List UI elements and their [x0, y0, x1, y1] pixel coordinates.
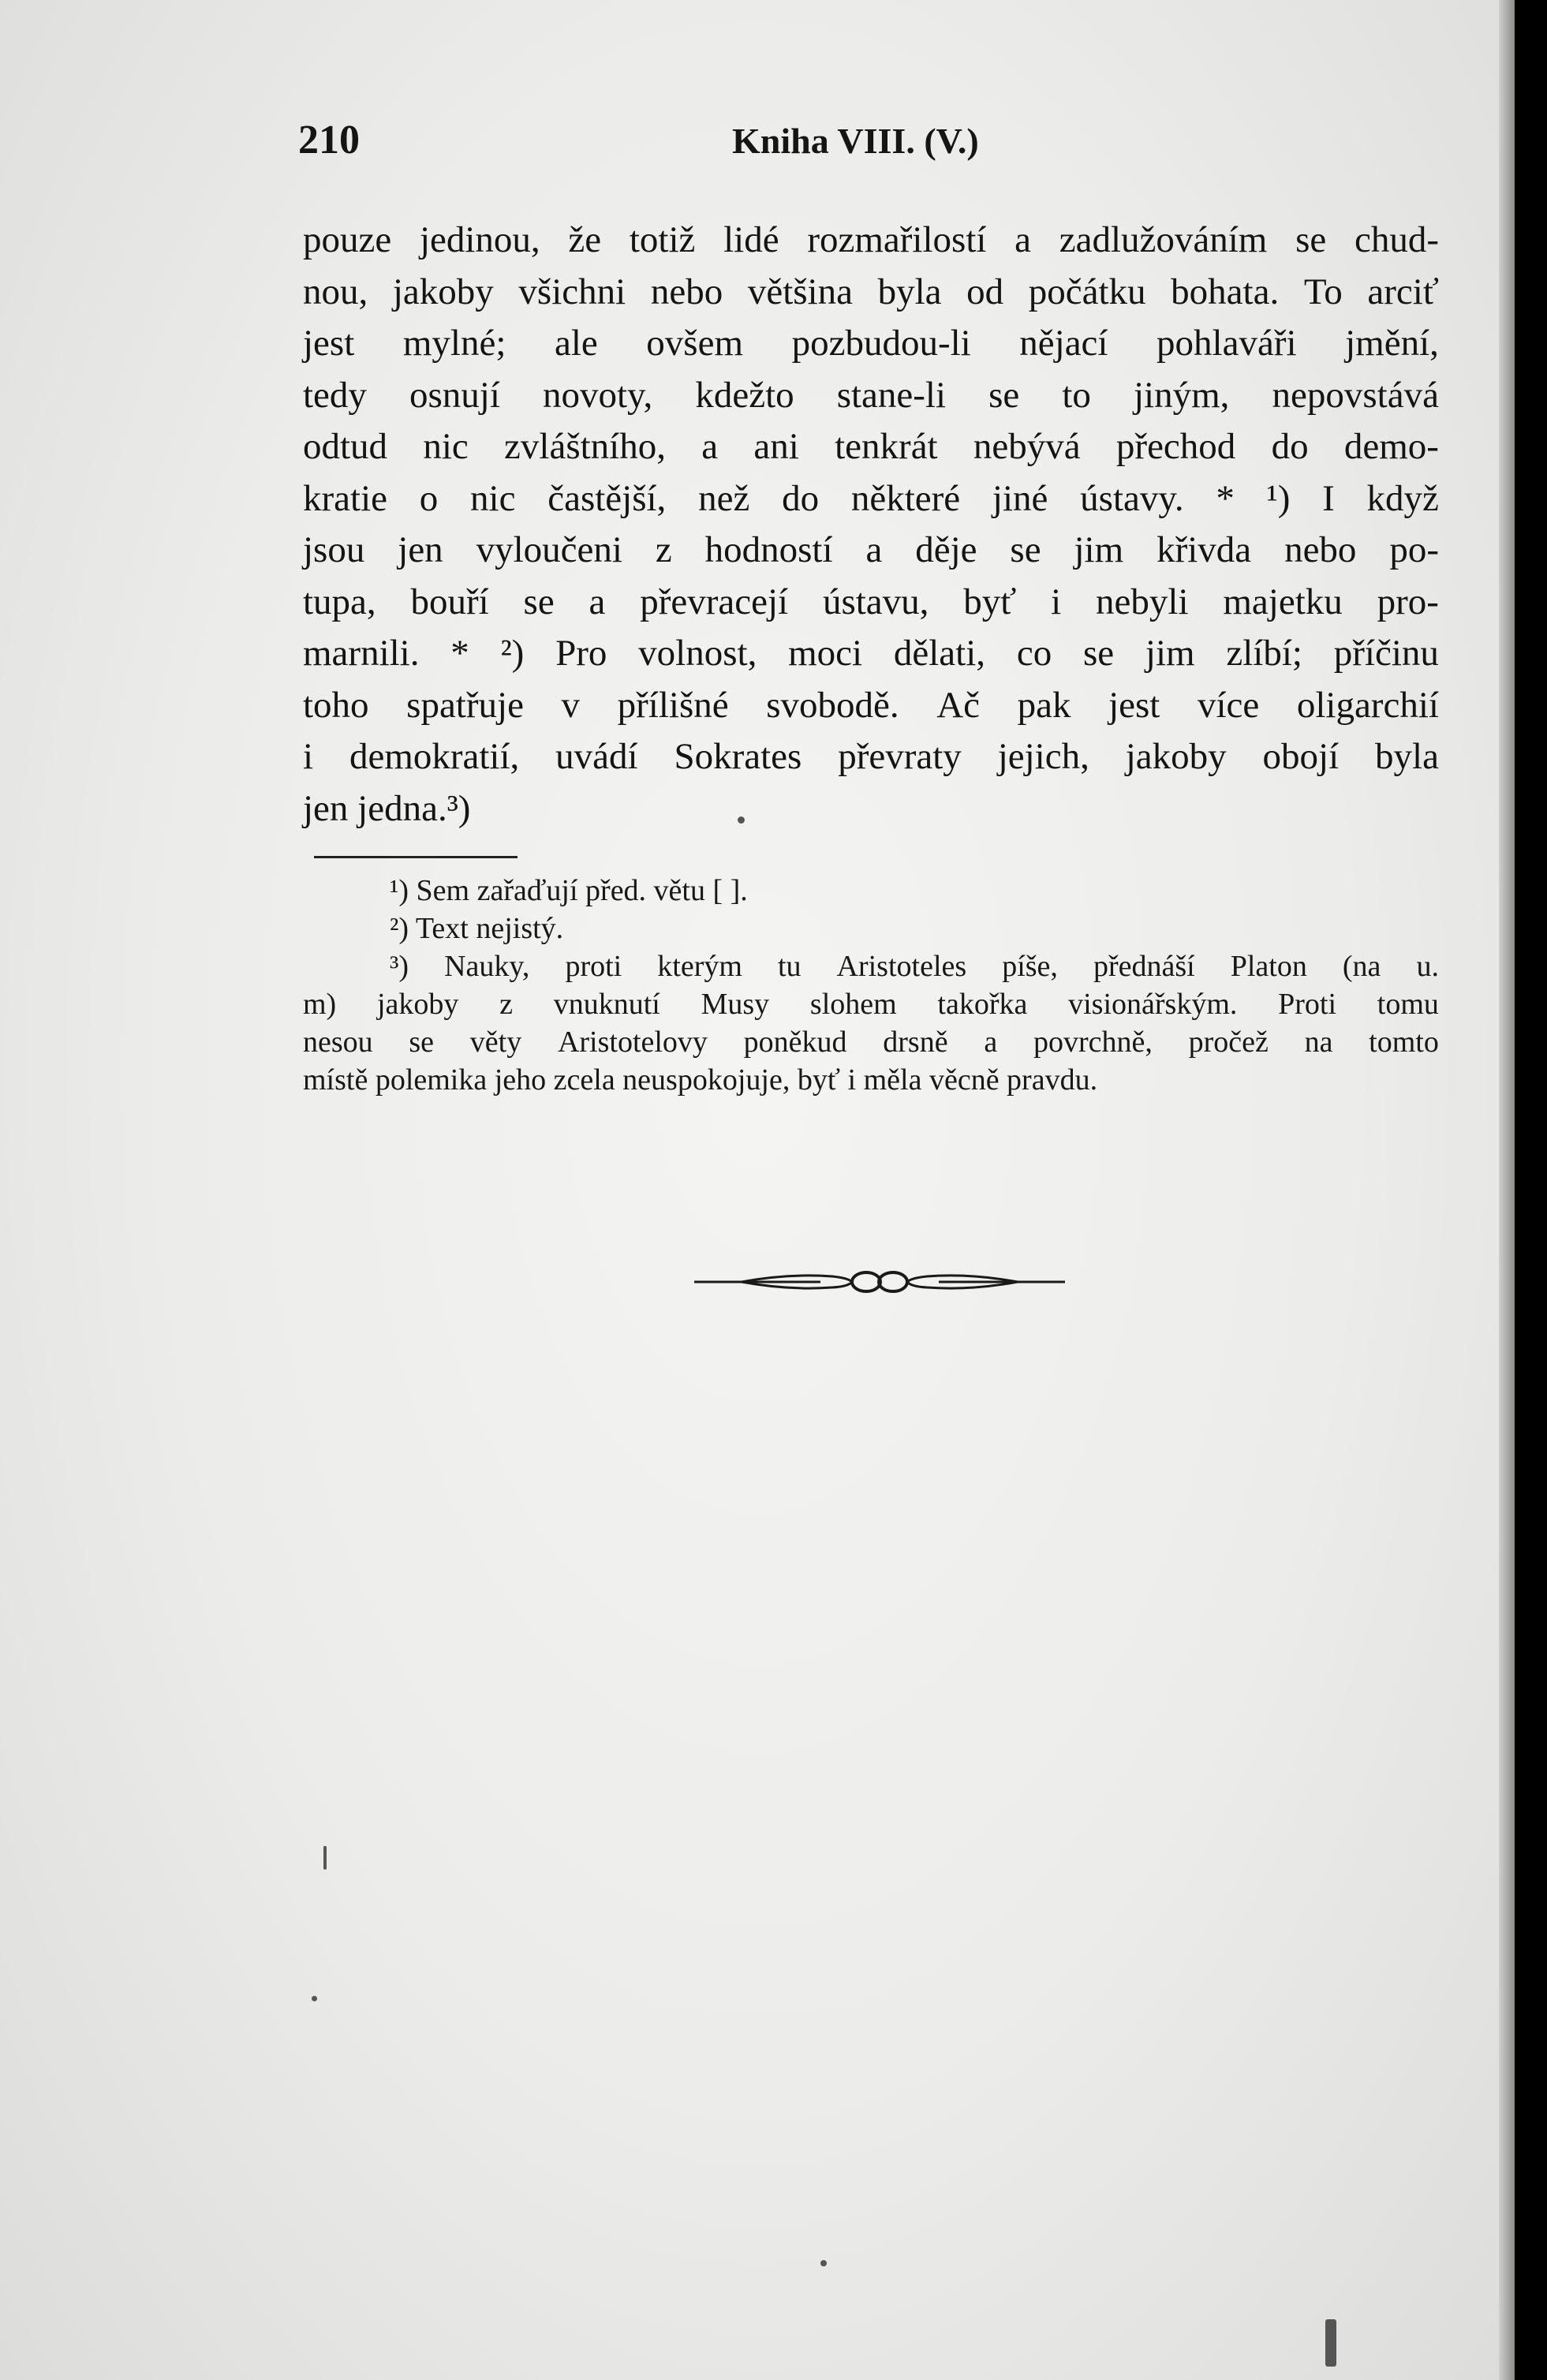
word: to — [1062, 374, 1091, 416]
word: o — [419, 477, 439, 519]
footnote-line: místě polemika jeho zcela neuspokojuje, byť i měla věcně pravdu. — [303, 1063, 1098, 1097]
word: jmění, — [1345, 323, 1439, 364]
scan-speck — [820, 2260, 827, 2266]
page-edge-shadow — [1499, 0, 1515, 2380]
word: odtud — [303, 426, 388, 467]
text-line — [303, 215, 1439, 267]
word: oligarchií — [1296, 684, 1439, 726]
footnote-line — [303, 1023, 1439, 1061]
footnote-line: ¹) Sem zařaďují před. větu [ ]. — [390, 874, 748, 907]
word: a — [865, 529, 883, 570]
word: uvádí — [555, 736, 638, 777]
word: tomu — [1377, 988, 1439, 1021]
word: u. — [1416, 950, 1439, 983]
word: v — [561, 684, 581, 726]
word: demokratií, — [349, 736, 520, 777]
text-line — [303, 525, 1439, 577]
text-line — [303, 680, 1439, 732]
word: nic — [423, 426, 469, 467]
word: demo- — [1343, 426, 1439, 467]
word: ²) — [500, 633, 525, 674]
word: příčinu — [1333, 633, 1439, 674]
word: spatřuje — [406, 684, 524, 726]
word: pak — [1017, 684, 1071, 726]
word: tomto — [1369, 1026, 1439, 1059]
word: přechod — [1115, 426, 1236, 467]
word: do — [782, 477, 820, 519]
word: Aristotelovy — [557, 1026, 708, 1059]
text-line: jen jedna.³) — [303, 787, 471, 829]
word: jen — [398, 529, 443, 570]
word: jsou — [303, 529, 365, 570]
end-ornament-icon — [694, 1262, 1065, 1302]
word: Nauky, — [444, 950, 530, 983]
word: drsně — [883, 1026, 948, 1059]
page-header — [298, 117, 1450, 172]
text-line — [303, 370, 1439, 422]
word: m) — [303, 988, 337, 1021]
word: ³) — [390, 950, 409, 983]
word: jim — [1074, 529, 1124, 570]
text-line — [303, 267, 1439, 319]
word: byla — [1375, 736, 1439, 777]
word: ani — [753, 426, 799, 467]
word: jakoby — [1125, 736, 1227, 777]
scan-speck — [1325, 2319, 1336, 2367]
word: proti — [565, 950, 622, 983]
footnote-line — [303, 985, 1439, 1023]
footnote-line — [303, 947, 1439, 985]
word: než — [698, 477, 750, 519]
word: takořka — [937, 988, 1028, 1021]
word: z — [499, 988, 513, 1021]
word: Proti — [1278, 988, 1337, 1021]
word: že — [568, 219, 602, 260]
word: přednáší — [1093, 950, 1195, 983]
word: tupa, — [303, 581, 376, 622]
word: se — [409, 1026, 435, 1059]
word: jiným, — [1134, 374, 1230, 416]
word: Sokrates — [674, 736, 802, 777]
word: jedinou, — [419, 219, 540, 260]
text-line — [303, 421, 1439, 473]
word: většina — [747, 271, 853, 312]
word: pro- — [1377, 581, 1439, 622]
word: tedy — [303, 374, 367, 416]
word: děje — [915, 529, 977, 570]
word: nebývá — [973, 426, 1081, 467]
word: * — [450, 633, 469, 674]
word: marnili. — [303, 633, 420, 674]
word: mylné; — [402, 323, 506, 364]
word: bouří — [410, 581, 489, 622]
word: Ač — [936, 684, 981, 726]
word: častější, — [547, 477, 667, 519]
word: majetku — [1223, 581, 1343, 622]
footnote-rule — [314, 856, 518, 858]
word: píše, — [1002, 950, 1058, 983]
word: a — [589, 581, 606, 622]
word: se — [1295, 219, 1327, 260]
word: přílišné — [617, 684, 729, 726]
word: vyloučeni — [476, 529, 622, 570]
word: křivda — [1157, 529, 1252, 570]
word: ale — [554, 323, 598, 364]
word: všichni — [518, 271, 626, 312]
text-line — [303, 731, 1439, 783]
word: jakoby — [392, 271, 494, 312]
word: se — [988, 374, 1020, 416]
scan-speck — [323, 1846, 327, 1870]
word: obojí — [1262, 736, 1340, 777]
word: chud- — [1354, 219, 1439, 260]
word: zvláštního, — [504, 426, 666, 467]
word: nepovstává — [1272, 374, 1439, 416]
text-line — [303, 628, 1439, 680]
word: ústavy. — [1080, 477, 1184, 519]
word: a — [701, 426, 719, 467]
word: a — [1015, 219, 1032, 260]
word: dělati, — [893, 633, 986, 674]
word: pročež — [1188, 1026, 1269, 1059]
word: byla — [877, 271, 942, 312]
word: jejich, — [997, 736, 1089, 777]
word: i — [303, 736, 314, 777]
word: To — [1303, 271, 1343, 312]
word: vnuknutí — [553, 988, 660, 1021]
word: a — [984, 1026, 998, 1059]
word: volnost, — [638, 633, 757, 674]
word: nebo — [1284, 529, 1357, 570]
word: * — [1216, 477, 1235, 519]
word: povrchně, — [1033, 1026, 1153, 1059]
word: arciť — [1367, 271, 1439, 312]
main-text — [303, 215, 1439, 835]
word: se — [523, 581, 555, 622]
word: byť — [963, 581, 1017, 622]
word: pouze — [303, 219, 392, 260]
word: tu — [777, 950, 802, 983]
word: na — [1304, 1026, 1333, 1059]
word: moci — [788, 633, 863, 674]
word: se — [1010, 529, 1041, 570]
word: převraty — [838, 736, 962, 777]
word: jiné — [992, 477, 1048, 519]
word: zadlužováním — [1059, 219, 1268, 260]
word: lidé — [723, 219, 779, 260]
word: kratie — [303, 477, 387, 519]
word: tenkrát — [835, 426, 938, 467]
word: od — [966, 271, 1004, 312]
word: ¹) — [1266, 477, 1291, 519]
footnote-line: ²) Text nejistý. — [390, 912, 564, 945]
word: když — [1366, 477, 1439, 519]
word: věty — [469, 1026, 522, 1059]
word: slohem — [809, 988, 897, 1021]
word: více — [1197, 684, 1260, 726]
word: zlíbí; — [1226, 633, 1302, 674]
scan-speck — [738, 816, 745, 824]
word: poněkud — [743, 1026, 847, 1059]
word: rozmařilostí — [807, 219, 987, 260]
text-line — [303, 318, 1439, 370]
word: nic — [470, 477, 516, 519]
word: nesou — [303, 1026, 373, 1059]
word: Platon — [1230, 950, 1307, 983]
word: převracejí — [640, 581, 789, 622]
word: pozbudou-li — [791, 323, 971, 364]
word: nebyli — [1096, 581, 1189, 622]
word: pohlaváři — [1157, 323, 1297, 364]
word: jest — [303, 323, 355, 364]
word: nebo — [650, 271, 723, 312]
running-head: Kniha VIII. (V.) — [732, 121, 979, 161]
word: ovšem — [646, 323, 744, 364]
page-number: 210 — [298, 118, 360, 163]
word: hodností — [704, 529, 833, 570]
word: co — [1016, 633, 1052, 674]
word: do — [1271, 426, 1309, 467]
word: jakoby — [376, 988, 459, 1021]
word: jest — [1108, 684, 1160, 726]
word: nou, — [303, 271, 368, 312]
word: kdežto — [695, 374, 794, 416]
word: jim — [1145, 633, 1195, 674]
text-line — [303, 473, 1439, 525]
word: nějací — [1019, 323, 1108, 364]
word: se — [1082, 633, 1115, 674]
scan-speck — [312, 1996, 317, 2001]
word: Aristoteles — [836, 950, 967, 983]
word: počátku — [1028, 271, 1146, 312]
word: novoty, — [543, 374, 653, 416]
word: I — [1322, 477, 1335, 519]
word: Pro — [555, 633, 607, 674]
word: Musy — [701, 988, 770, 1021]
word: toho — [303, 684, 369, 726]
word: po- — [1389, 529, 1439, 570]
word: visionářským. — [1068, 988, 1238, 1021]
word: osnují — [409, 374, 500, 416]
word: (na — [1342, 950, 1381, 983]
text-line — [303, 577, 1439, 629]
word: stane-li — [836, 374, 947, 416]
word: i — [1051, 581, 1062, 622]
word: bohata. — [1171, 271, 1280, 312]
footnotes — [303, 872, 1439, 1099]
word: z — [655, 529, 672, 570]
word: některé — [850, 477, 961, 519]
word: ústavu, — [822, 581, 929, 622]
word: totiž — [629, 219, 696, 260]
word: kterým — [657, 950, 742, 983]
word: svobodě. — [766, 684, 899, 726]
